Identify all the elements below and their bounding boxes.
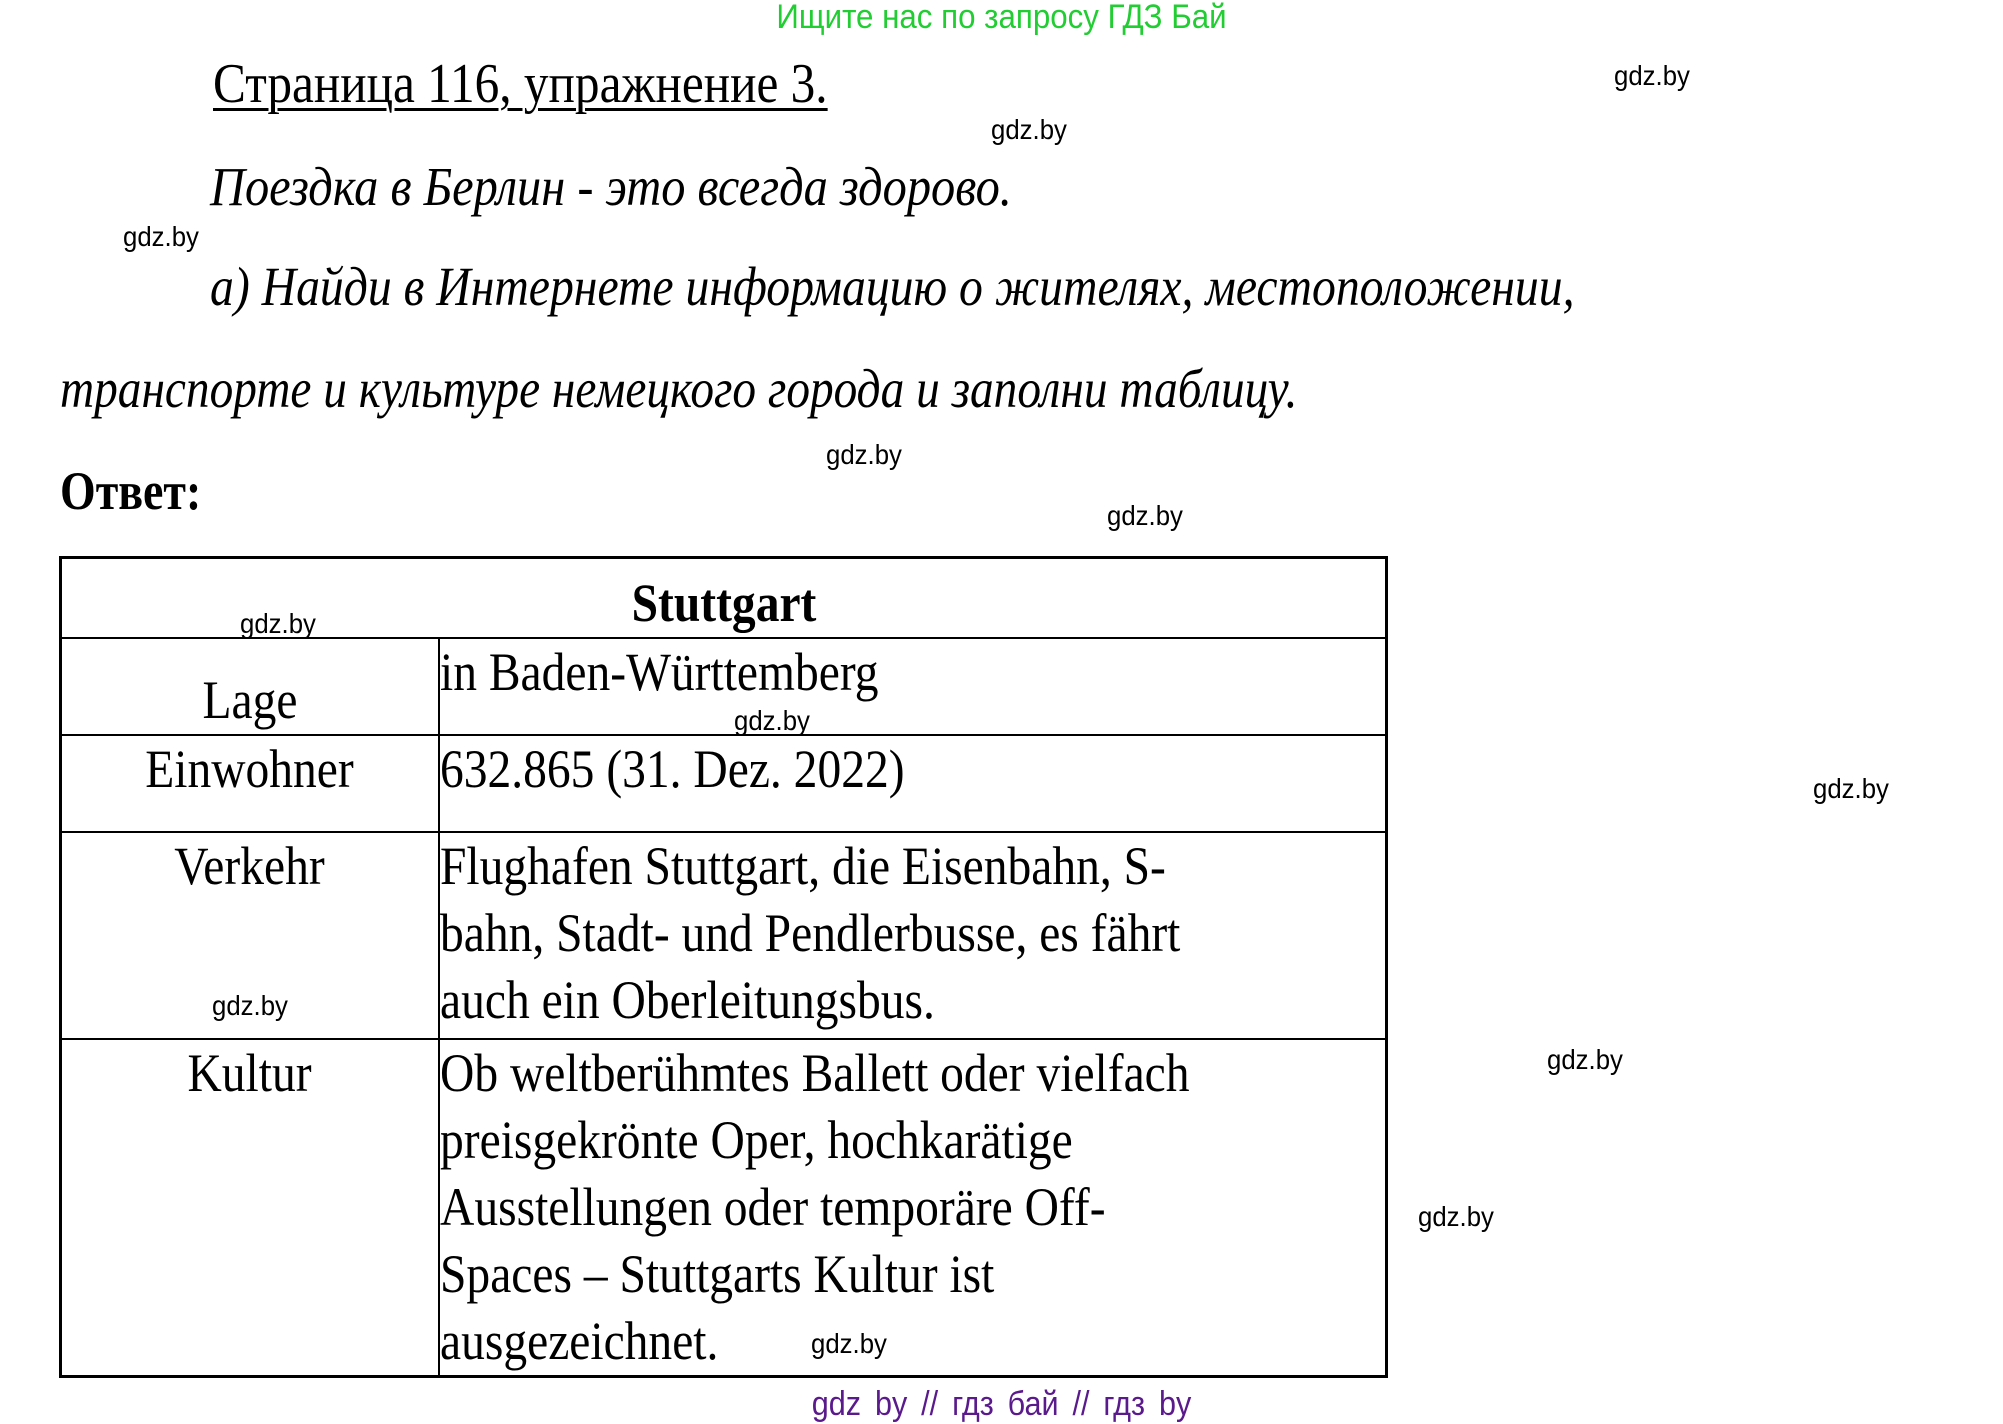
watermark: gdz.by: [1418, 1201, 1494, 1232]
row-label-kultur: Kultur: [61, 1039, 439, 1377]
watermark: gdz.by: [811, 1328, 887, 1359]
table-row: [61, 1039, 1387, 1377]
table-row: [61, 735, 1387, 832]
row-value-verkehr: Flughafen Stuttgart, die Eisenbahn, S- bahn, Stadt- und Pendlerbusse, es fährt auch ein Oberleitungsbus.: [439, 832, 1387, 1039]
row-value-lage: in Baden-Württemberg: [439, 638, 1387, 735]
watermark: gdz.by: [1614, 60, 1690, 91]
table-row: [61, 638, 1387, 735]
watermark: gdz.by: [123, 221, 199, 252]
watermark: gdz.by: [1107, 500, 1183, 531]
row-value-kultur: Ob weltberühmtes Ballett oder vielfach preisgekrönte Oper, hochkarätige Ausstellungen oder temporäre Off- Spaces – Stuttgarts Kultur ist ausgezeichnet.: [439, 1039, 1387, 1377]
row-label-einwohner: Einwohner: [61, 735, 439, 832]
row-label-verkehr: Verkehr: [61, 832, 439, 1039]
exercise-subtitle: Поездка в Берлин - это всегда здорово.: [210, 156, 1012, 217]
watermark: gdz.by: [212, 990, 288, 1021]
task-text-line-1: а) Найди в Интернете информацию о жителях, местоположении,: [210, 256, 1575, 317]
city-info-table: [59, 556, 1388, 1378]
city-name: Stuttgart: [61, 558, 1387, 639]
row-value-einwohner: 632.865 (31. Dez. 2022): [439, 735, 1387, 832]
watermark: gdz.by: [1813, 773, 1889, 804]
watermark: gdz.by: [240, 608, 316, 639]
watermark: gdz.by: [734, 705, 810, 736]
row-label-lage: Lage: [61, 638, 439, 735]
watermark: gdz.by: [1547, 1044, 1623, 1075]
footer-watermark: gdz by // гдз бай // гдз by: [811, 1385, 1192, 1423]
watermark: gdz.by: [826, 439, 902, 470]
watermark: gdz.by: [991, 114, 1067, 145]
search-banner: Ищите нас по запросу ГДЗ Бай: [776, 0, 1227, 36]
page-title: Страница 116, упражнение 3.: [213, 53, 828, 115]
answer-label: Ответ:: [60, 461, 202, 521]
task-text-line-2: транспорте и культуре немецкого города и заполни таблицу.: [60, 358, 1298, 419]
